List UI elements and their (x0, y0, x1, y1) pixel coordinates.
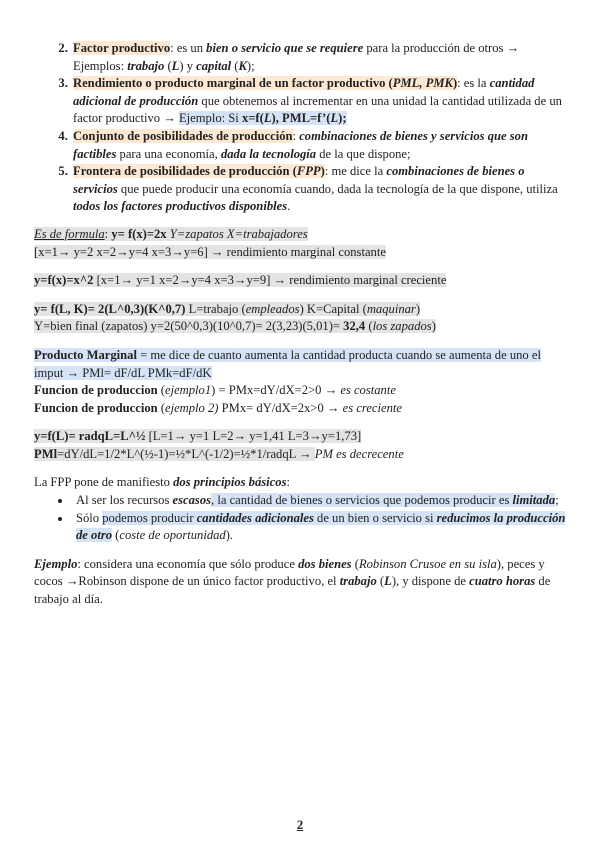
page-content (34, 40, 566, 609)
frontera-term: Frontera de posibilidades de producción (FPP) (73, 164, 325, 179)
rendimiento-term: Rendimiento o producto marginal de un factor productivo (PML, PMK) (73, 76, 458, 91)
principles-list (34, 492, 566, 545)
formula-line: y=f(L)= radqL=L^½ [L=1→ y=1 L=2→ y=1,41 L=3→y=1,73] (34, 429, 362, 444)
formula-line: Es de formula: y= f(x)=2x Y=zapatos X=trabajadores (34, 226, 308, 241)
list-item-factor-productivo: 2. Factor productivo: es un bien o servicio que se requiere para la producción de otros → Ejemplos: trabajo (L) y capital (K); (71, 40, 566, 75)
formula-block-creciente (34, 272, 566, 290)
ejemplo-block: Ejemplo: considera una economía que sólo produce dos bienes (Robinson Crusoe en su isla), peces y cocos →Robinson dispone de un único factor productivo, el trabajo (L), y dispone de cuatro horas de trabajo al día. (34, 556, 551, 607)
list-item-frontera-posibilidades: 5. Frontera de posibilidades de producción (FPP): me dice la combinaciones de bienes o servicios que puede producir una economía cuando, dada la tecnología de la que dispone, utiliza todos los factores productivos disponibles. (71, 163, 566, 216)
formula-block-constante: Es de formula: y= f(x)=2x Y=zapatos X=trabajadores [x=1→ y=2 x=2→y=4 x=3→y=6] → rendimiento marginal constante (34, 226, 386, 259)
principle-highlight: podemos producir cantidades adicionales de un bien o servicio si reducimos la producción de otro (76, 510, 566, 543)
principle-highlight: , la cantidad de bienes o servicios que podemos producir es limitada (211, 493, 556, 508)
formula-line: PMl=dY/dL=1/2*L^(½-1)=½*L^(-1/2)=½*1/radqL → (34, 446, 315, 461)
formula-line: y= f(L, K)= 2(L^0,3)(K^0,7) L=trabajo (empleados) K=Capital (maquinar) (34, 301, 421, 316)
formula-block-cobb-douglas (34, 301, 566, 336)
formula-block-decreciente: y=f(L)= radqL=L^½ [L=1→ y=1 L=2→ y=1,41 L=3→y=1,73] PMl=dY/dL=1/2*L^(½-1)=½*L^(-1/2)=½*1/radqL → PM es decrecente (34, 429, 404, 461)
list-item-conjunto-posibilidades: 4. Conjunto de posibilidades de producción: combinaciones de bienes y servicios que son factibles para una economía, dada la tecnología de la que dispone; (71, 128, 566, 163)
producto-marginal-definition: Producto Marginal = me dice de cuanto aumenta la cantidad producta cuando se aumenta de uno el imput → PMl= dF/dL PMk=dF/dK (34, 347, 541, 380)
definitions-list (34, 40, 566, 216)
formula-line: y=f(x)=x^2 [x=1→ y=1 x=2→y=4 x=3→y=9] → rendimiento marginal creciente (34, 273, 447, 288)
page-number: 2 (296, 817, 304, 832)
formula-line: Y=bien final (zapatos) y=2(50^0,3)(10^0,7)= 2(3,23)(5,01)= 32,4 (los zapados) (34, 319, 436, 334)
rendimiento-example: Ejemplo: Si x=f(L), PML=f’(L); (178, 111, 347, 126)
list-item-principle-coste: • Sólo podemos producir cantidades adicionales de un bien o servicio si reducimos la producción de otro (coste de oportunidad). (72, 510, 566, 545)
list-item-rendimiento-marginal: 3. Rendimiento o producto marginal de un factor productivo (PML, PMK): es la cantidad adicional de producción que obtenemos al incrementar en una unidad la cantidad utilizada de un factor productivo → Ejemplo: Si x=f(L), PML=f’(L); (71, 75, 566, 128)
producto-marginal-block: Producto Marginal = me dice de cuanto aumenta la cantidad producta cuando se aumenta de uno el imput → PMl= dF/dL PMk=dF/dK Funcion de produccion (ejemplo1) = PMx=dY/dX=2>0 → es costante Funcion de produccion (ejemplo 2) PMx= dY/dX=2x>0 → es creciente (34, 347, 541, 415)
list-item-principle-limitada: • Al ser los recursos escasos, la cantidad de bienes o servicios que podemos producir es limitada; (72, 492, 566, 510)
fpp-principles-block: La FPP pone de manifiesto dos principios básicos: • Al ser los recursos escasos, la cantidad de bienes o servicios que podemos producir es limitada; • Sólo podemos producir cantidades adicionales de un bien o servicio si reducimos la producción de otro (coste de oportunidad). (34, 474, 566, 544)
